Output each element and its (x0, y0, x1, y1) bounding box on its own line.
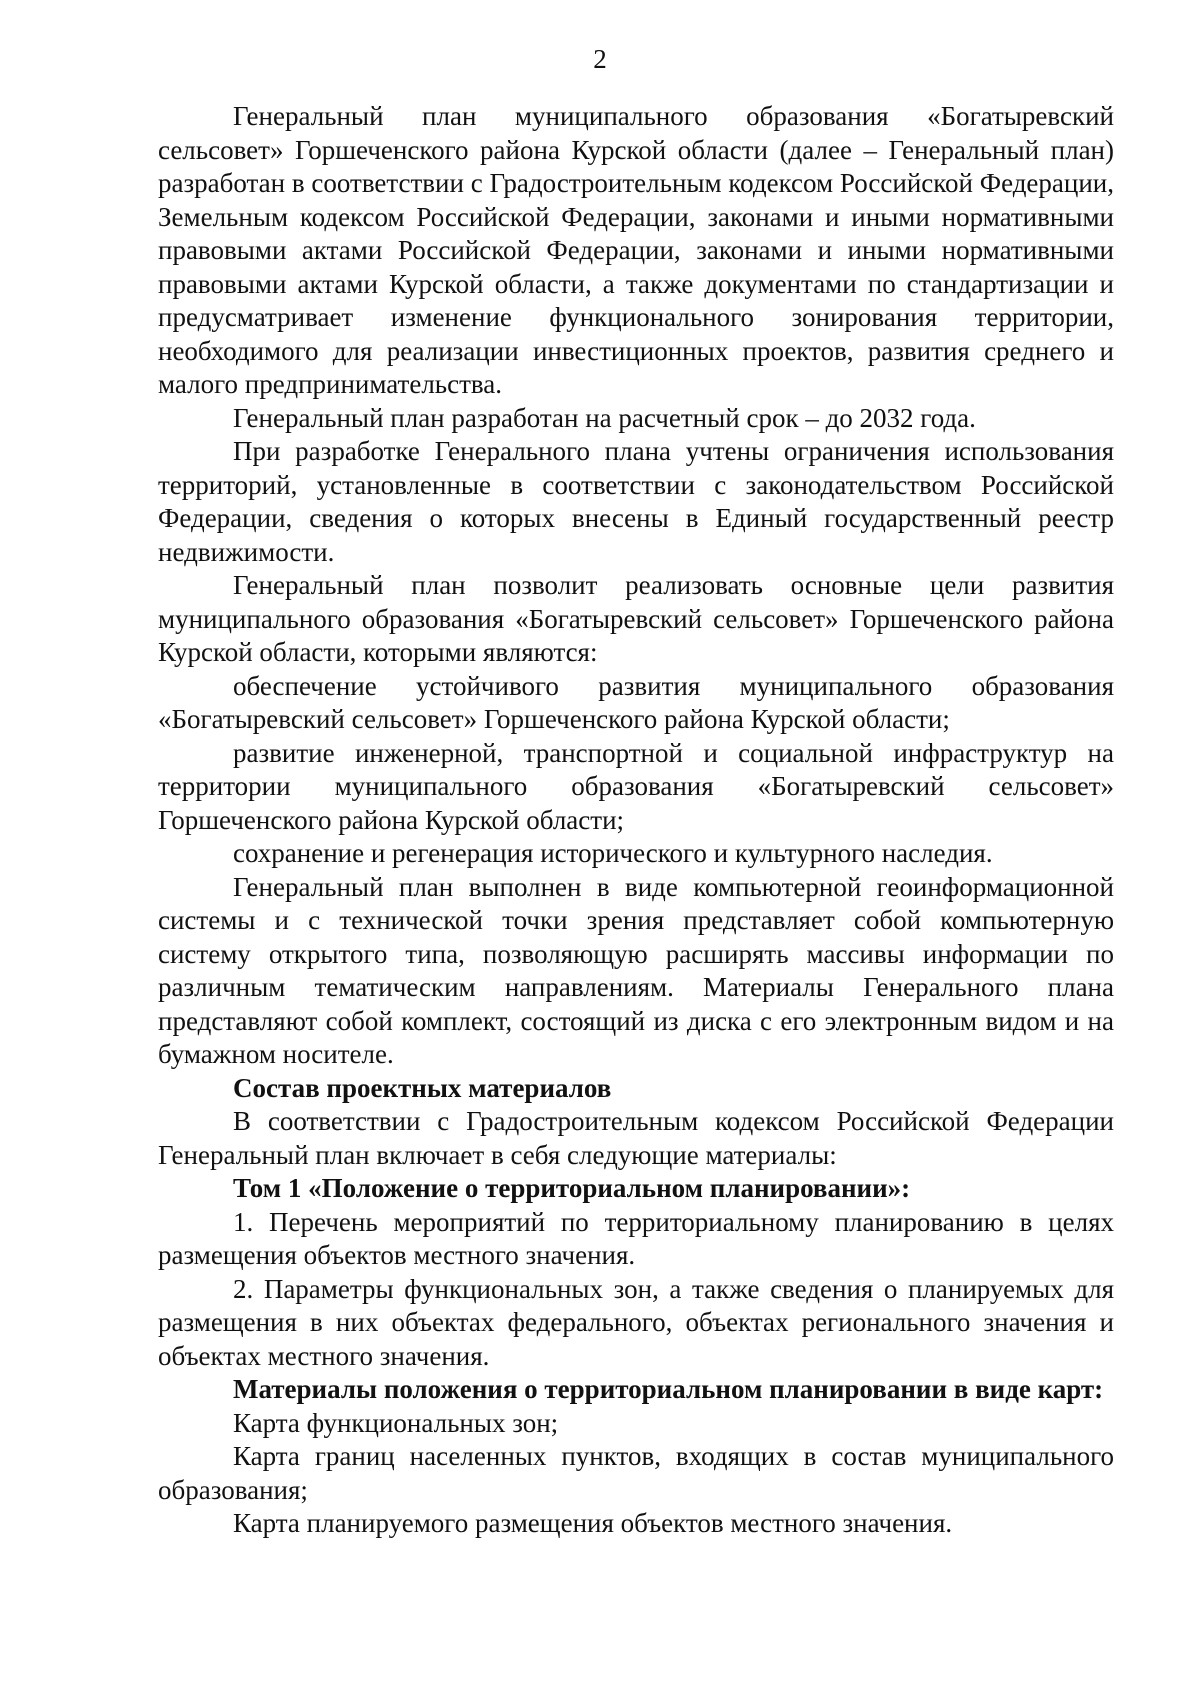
volume-item: 2. Параметры функциональных зон, а также сведения о планируемых для размещения в них объектах федерального, объектах регионального значения и объектах местного значения. (158, 1273, 1114, 1371)
volume-item: 1. Перечень мероприятий по территориальному планированию в целях размещения объектов местного значения. (158, 1206, 1114, 1270)
paragraph-goal-heritage: сохранение и регенерация исторического и культурного наследия. (233, 838, 993, 868)
paragraph-goal-sustainable: обеспечение устойчивого развития муниципального образования «Богатыревский сельсовет» Горшеченского района Курской области; (158, 670, 1114, 734)
maps-item: Карта планируемого размещения объектов местного значения. (233, 1508, 953, 1538)
volume-heading: Том 1 «Положение о территориальном планировании»: (233, 1173, 911, 1203)
document-body (158, 100, 1114, 1541)
paragraph-term: Генеральный план разработан на расчетный срок – до 2032 года. (233, 402, 976, 433)
maps-item: Карта функциональных зон; (233, 1407, 559, 1438)
paragraph-goals-intro: Генеральный план позволит реализовать основные цели развития муниципального образования «Богатыревский сельсовет» Горшеченского района Курской области, которыми являются: (158, 570, 1114, 667)
page-number: 2 (593, 44, 607, 74)
paragraph-gis: Генеральный план выполнен в виде компьютерной геоинформационной системы и с технической точки зрения представляет собой компьютерную систему открытого типа, позволяющую расширять массивы информации по различным тематическим направлениям. Материалы Генерального плана представляют собой комплект, состоящий из диска с его электронным видом и на бумажном носителе. (158, 871, 1114, 1069)
section-heading: Состав проектных материалов (233, 1072, 612, 1103)
paragraph-restrictions: При разработке Генерального плана учтены ограничения использования территорий, установленные в соответствии с законодательством Российской Федерации, сведения о которых внесены в Единый государственный реестр недвижимости. (158, 436, 1114, 567)
paragraph-goal-infrastructure: развитие инженерной, транспортной и социальной инфраструктур на территории муниципального образования «Богатыревский сельсовет» Горшеченского района Курской области; (158, 737, 1114, 835)
maps-heading: Материалы положения о территориальном планировании в виде карт: (233, 1374, 1104, 1404)
section-intro: В соответствии с Градостроительным кодексом Российской Федерации Генеральный план включает в себя следующие материалы: (158, 1106, 1114, 1170)
paragraph-purpose: Генеральный план муниципального образования «Богатыревский сельсовет» Горшеченского района Курской области (далее – Генеральный план) разработан в соответствии с Градостроительным кодексом Российской Федерации, Земельным кодексом Российской Федерации, законами и иными нормативными правовыми актами Российской Федерации, законами и иными нормативными правовыми актами Курской области, а также документами по стандартизации и предусматривает изменение функционального зонирования территории, необходимого для реализации инвестиционных проектов, развития среднего и малого предпринимательства. (158, 101, 1114, 399)
maps-item: Карта границ населенных пунктов, входящих в состав муниципального образования; (158, 1441, 1114, 1505)
